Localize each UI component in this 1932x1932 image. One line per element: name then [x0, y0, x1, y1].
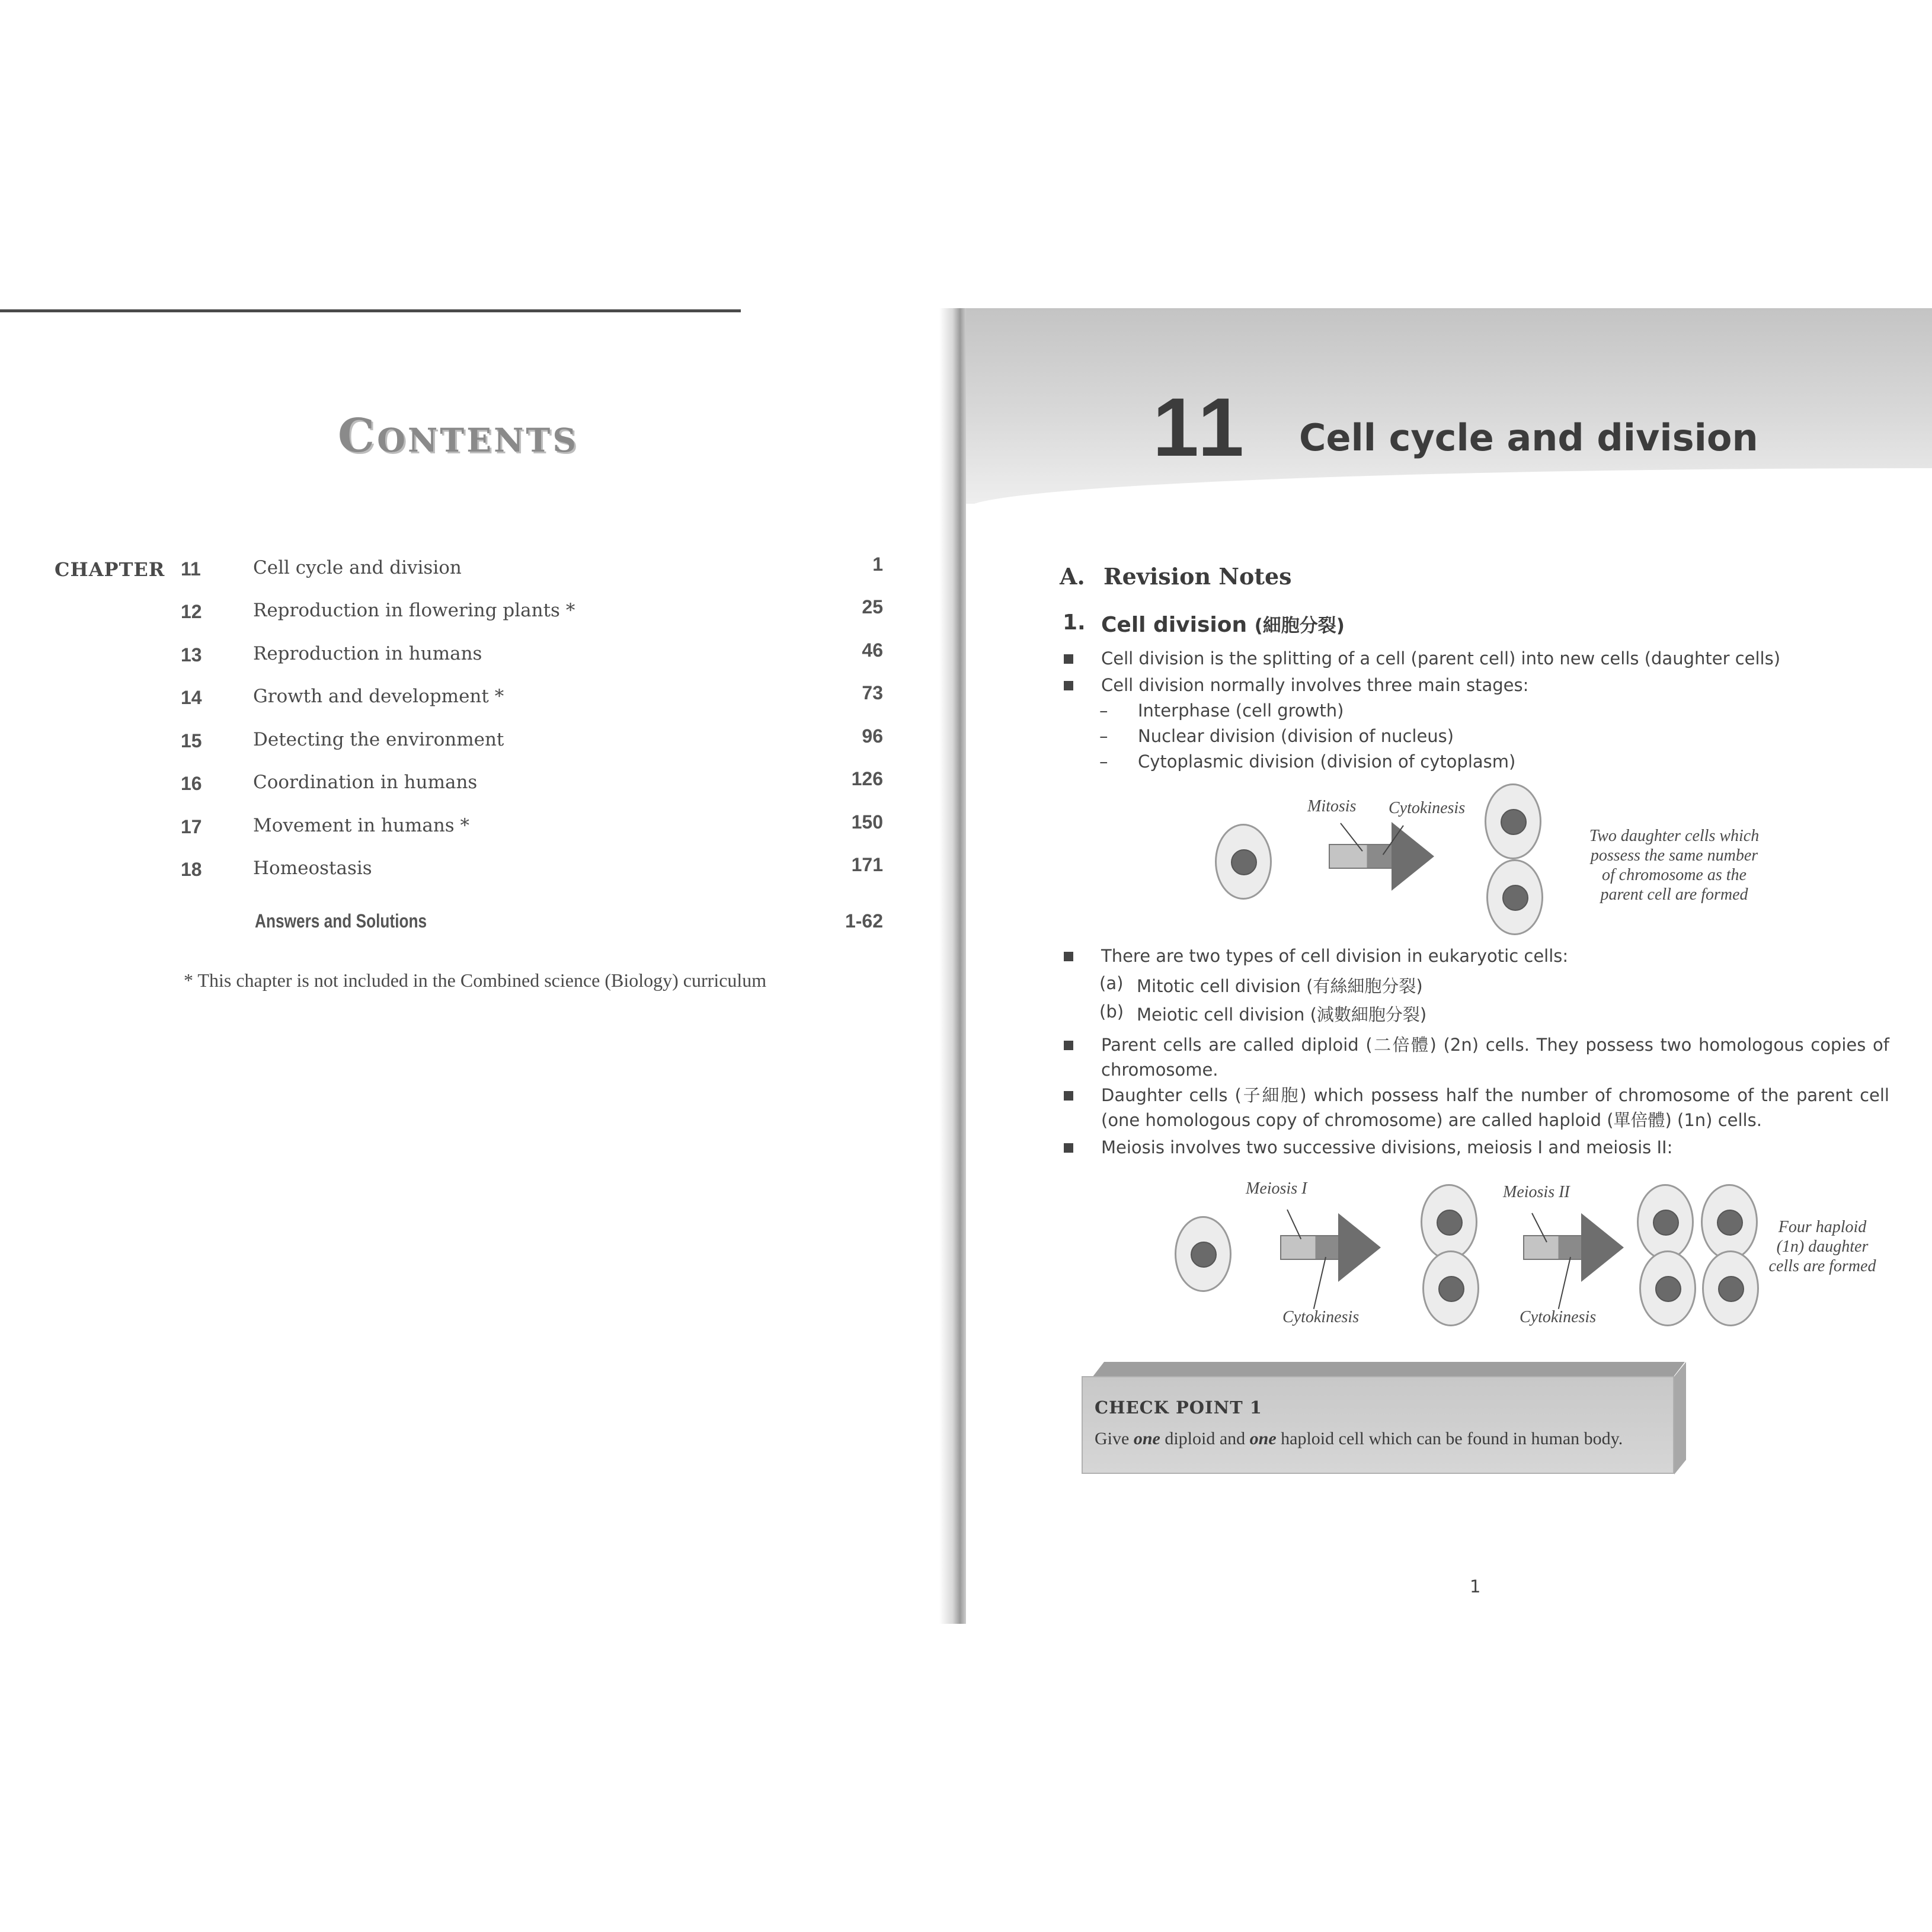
meiosis-ii-label: Meiosis II [1503, 1183, 1570, 1201]
caption-line: of chromosome as the [1602, 866, 1747, 884]
subsection-title-text: Cell division [1101, 613, 1248, 637]
toc-answers-label[interactable]: Answers and Solutions [255, 910, 427, 932]
type-text: Mitotic cell division (有絲細胞分裂) [1137, 976, 1423, 996]
bullet-text: Cell division is the splitting of a cell (parent cell) into new cells (daughter cells) [1101, 648, 1781, 668]
toc-chapter-number: 17 [181, 816, 202, 837]
toc-chapter-title: Coordination in humans [253, 772, 478, 793]
toc-page-number: 25 [862, 596, 883, 618]
checkpoint-text-part: diploid and [1160, 1429, 1250, 1448]
section-label: A. [1060, 563, 1085, 590]
caption-line: Four haploid [1778, 1218, 1867, 1236]
toc-chapter-title: Reproduction in humans [253, 643, 482, 664]
toc-chapter-number: 16 [181, 773, 202, 794]
stage-text: Nuclear division (division of nucleus) [1138, 726, 1454, 746]
checkpoint-box [1082, 1376, 1674, 1474]
nucleus [1717, 1210, 1743, 1236]
toc-answers-page: 1-62 [845, 910, 883, 932]
daughter-cell [1701, 1184, 1758, 1260]
stage-text: Cytoplasmic division (division of cytoplasm) [1138, 751, 1516, 772]
caption-line: (1n) daughter [1776, 1237, 1869, 1256]
type-label: (b) [1099, 1002, 1124, 1022]
contents-page [0, 308, 948, 1624]
dash-marker: – [1099, 700, 1108, 721]
chapter-title: Cell cycle and division [1299, 416, 1758, 459]
stage-text: Interphase (cell growth) [1138, 700, 1344, 721]
toc-chapter-label: CHAPTER [55, 558, 165, 581]
bullet-marker [1064, 952, 1073, 961]
nucleus [1502, 885, 1528, 911]
bullet-marker [1064, 1091, 1073, 1101]
toc-chapter-title: Reproduction in flowering plants * [253, 600, 575, 621]
daughter-cell [1639, 1250, 1696, 1326]
section-title: Revision Notes [1103, 563, 1292, 590]
checkpoint-text-part: haploid cell which can be found in human body. [1276, 1429, 1623, 1448]
bullet-text: Meiosis involves two successive divisions, meiosis I and meiosis II: [1101, 1137, 1673, 1157]
checkpoint-box-side [1674, 1362, 1686, 1474]
bullet-marker [1064, 1143, 1073, 1153]
daughter-cell [1485, 783, 1541, 859]
checkpoint-box-top [1092, 1362, 1685, 1377]
nucleus [1438, 1276, 1464, 1302]
toc-chapter-title: Detecting the environment [253, 729, 504, 750]
nucleus [1718, 1276, 1744, 1302]
checkpoint-emphasis: one [1249, 1429, 1277, 1448]
book-gutter [939, 308, 969, 1624]
toc-chapter-number: 13 [181, 644, 202, 666]
chapter-number: 11 [1153, 380, 1248, 474]
toc-page-number: 1 [872, 554, 883, 575]
toc-page-number: 150 [851, 811, 883, 833]
bullet-text: Parent cells are called diploid (二倍體) (2n) cells. They possess two homologous copies of chromosome. [1101, 1035, 1889, 1080]
nucleus [1191, 1242, 1217, 1268]
cytokinesis-label: Cytokinesis [1520, 1308, 1597, 1326]
checkpoint-question [1095, 1429, 1623, 1449]
contents-heading: Contents [338, 409, 579, 463]
type-text: Meiotic cell division (減數細胞分裂) [1137, 1005, 1427, 1025]
mitosis-caption [1565, 826, 1784, 904]
meiosis-i-cell [1421, 1184, 1477, 1260]
meiosis-caption [1754, 1217, 1891, 1276]
meiosis-i-cell [1422, 1250, 1479, 1326]
daughter-cell [1702, 1250, 1759, 1326]
toc-page-number: 73 [862, 682, 883, 703]
checkpoint-text-part: Give [1095, 1429, 1134, 1448]
nucleus [1653, 1210, 1679, 1236]
toc-chapter-title: Cell cycle and division [253, 557, 462, 578]
nucleus [1655, 1276, 1681, 1302]
caption-line: possess the same number [1590, 846, 1758, 865]
daughter-cell [1637, 1184, 1694, 1260]
bullet-marker [1064, 654, 1073, 664]
toc-chapter-title: Movement in humans * [253, 815, 470, 836]
arrow-head [1581, 1213, 1624, 1282]
toc-chapter-number: 18 [181, 859, 202, 880]
subsection-title-chinese: (細胞分裂) [1254, 615, 1345, 636]
toc-page-number: 171 [851, 854, 883, 875]
arrow-head [1338, 1213, 1381, 1282]
checkpoint-emphasis: one [1133, 1429, 1160, 1448]
nucleus [1501, 809, 1527, 835]
bullet-text: Cell division normally involves three main stages: [1101, 675, 1529, 695]
mitosis-label: Mitosis [1307, 797, 1357, 815]
dash-marker: – [1099, 751, 1108, 772]
subsection-label: 1. [1063, 610, 1086, 635]
dash-marker: – [1099, 726, 1108, 746]
subsection-title [1101, 610, 1345, 637]
type-label: (a) [1099, 973, 1124, 993]
toc-footnote: * This chapter is not included in the Combined science (Biology) curriculum [184, 970, 767, 991]
cytokinesis-label: Cytokinesis [1389, 799, 1466, 817]
page-top-rule [0, 309, 741, 312]
checkpoint-title: CHECK POINT 1 [1095, 1397, 1262, 1418]
toc-page-number: 46 [862, 639, 883, 661]
page-number: 1 [1470, 1576, 1481, 1597]
caption-line: cells are formed [1768, 1257, 1876, 1275]
arrow-shaft [1523, 1235, 1582, 1260]
nucleus [1231, 849, 1257, 875]
toc-chapter-title: Homeostasis [253, 858, 372, 879]
nucleus [1437, 1210, 1463, 1236]
meiosis-i-label: Meiosis I [1246, 1179, 1307, 1198]
parent-cell [1215, 824, 1272, 900]
bullet-marker [1064, 1041, 1073, 1050]
arrow-shaft [1280, 1235, 1339, 1260]
toc-page-number: 96 [862, 725, 883, 747]
bullet-text: There are two types of cell division in eukaryotic cells: [1101, 946, 1569, 966]
caption-line: Two daughter cells which [1589, 827, 1760, 845]
caption-line: parent cell are formed [1600, 885, 1748, 904]
toc-chapter-title: Growth and development * [253, 686, 504, 707]
toc-page-number: 126 [851, 768, 883, 789]
parent-cell [1175, 1216, 1232, 1292]
toc-chapter-number: 11 [181, 558, 201, 580]
daughter-cell [1486, 859, 1543, 935]
toc-chapter-number: 15 [181, 730, 202, 751]
bullet-text: Daughter cells (子細胞) which possess half the number of chromosome of the parent cell (one homologous copy of chromosome) are called haploid (單倍體) (1n) cells. [1101, 1085, 1889, 1130]
bullet-marker [1064, 681, 1073, 690]
cytokinesis-label: Cytokinesis [1282, 1308, 1360, 1326]
toc-chapter-number: 12 [181, 601, 202, 622]
toc-chapter-number: 14 [181, 687, 202, 708]
